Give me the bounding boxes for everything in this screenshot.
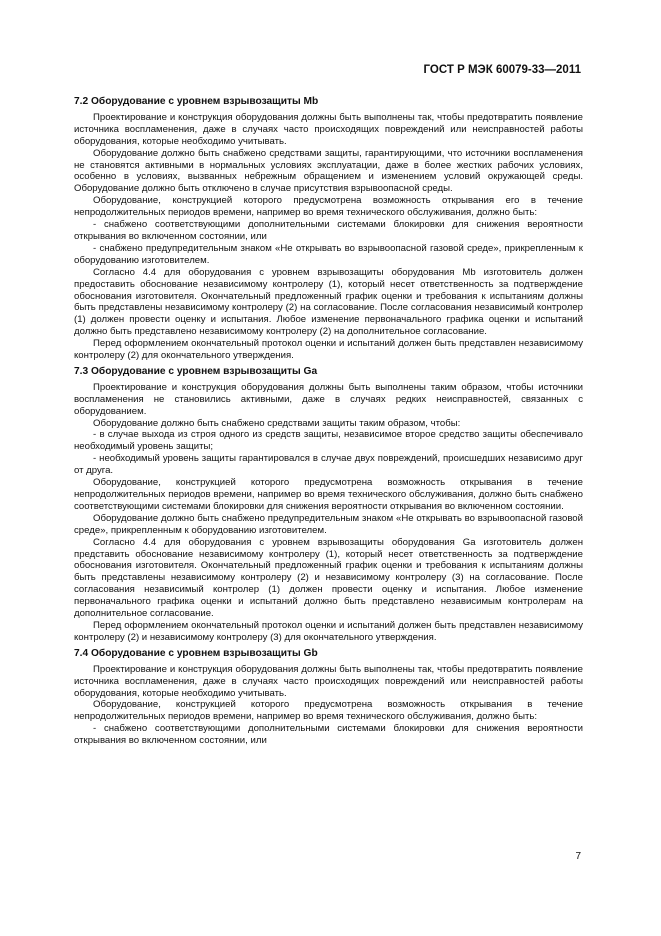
paragraph: Согласно 4.4 для оборудования с уровнем взрывозащиты оборудования Mb изготовитель должен предоставить обоснование независимому контролеру (1), который несет ответственность за подтверждение обоснования изготовителя. Окончательный предложенный график оценки и требования к испытаниям должны быть представлены независимому контролеру (2) на согласование. После согласования независимый контролер (1) должен провести оценку и испытания. Любое изменение первоначального графика оценки и испытаний должно быть представлено независимому контролеру (2) на дополнительное согласование. — [74, 266, 583, 338]
section-heading-7-4: 7.4 Оборудование с уровнем взрывозащиты Gb — [74, 647, 318, 659]
paragraph: Оборудование должно быть снабжено средствами защиты таким образом, чтобы: — [93, 417, 461, 429]
list-item: - необходимый уровень защиты гарантировался в случае двух повреждений, происшедших независимо друг от друга. — [74, 453, 583, 477]
list-item: - снабжено соответствующими дополнительными системами блокировки для снижения вероятности открывания во включенном состоянии, или — [74, 219, 583, 242]
paragraph: Проектирование и конструкция оборудования должны быть выполнены так, чтобы предотвратить появление источника воспламенения, даже в случаях часто происходящих повреждений или неисправностей работы оборудования, которые необходимо учитывать. — [74, 111, 583, 147]
list-item: - в случае выхода из строя одного из средств защиты, независимое второе средство защиты обеспечивало необходимый уровень защиты; — [74, 429, 583, 453]
paragraph: Согласно 4.4 для оборудования с уровнем взрывозащиты оборудования Ga изготовитель должен представить обоснование независимому контролеру (1), который несет ответственность за подтверждение обоснования изготовителя. Окончательный предложенный график оценки и требования к испытаниям должны быть представлены независимому контролеру (2) и независимому контролеру (3) на согласование. После согласования независимый контролер (1) должен провести оценку и испытания. Любое изменение первоначального графика оценки и испытаний должно быть представлено независимым контролерам на дополнительное согласование. — [74, 536, 583, 620]
paragraph: Проектирование и конструкция оборудования должны быть выполнены так, чтобы предотвратить появление источника воспламенения, даже в случаях часто происходящих повреждений или неисправностей работы оборудования, которые необходимо учитывать. — [74, 663, 583, 699]
paragraph: Оборудование должно быть снабжено средствами защиты, гарантирующими, что источники воспламенения не становятся активными в нормальных условиях эксплуатации, даже в более жестких рабочих условиях, особенно в условиях, вызванных небрежным обращением и изменением условий окружающей среды. Оборудование должно быть отключено в случае присутствия взрывоопасной среды. — [74, 147, 583, 195]
paragraph: Перед оформлением окончательный протокол оценки и испытаний должен быть представлен независимому контролеру (2) для окончательного утверждения. — [74, 338, 583, 362]
document-id-header: ГОСТ Р МЭК 60079-33—2011 — [423, 64, 581, 76]
section-heading-7-2: 7.2 Оборудование с уровнем взрывозащиты Mb — [74, 96, 319, 107]
paragraph: Проектирование и конструкция оборудования должны быть выполнены таким образом, чтобы источники воспламенения не становились активными, даже в случаях редких неисправностей, связанных с оборудованием. — [74, 381, 583, 417]
section-heading-7-3: 7.3 Оборудование с уровнем взрывозащиты Ga — [74, 365, 318, 377]
paragraph: Оборудование должно быть снабжено предупредительным знаком «Не открывать во взрывоопасной газовой среде», прикрепленным к оборудованию изготовителем. — [74, 512, 583, 536]
paragraph: Оборудование, конструкцией которого предусмотрена возможность открывания его в течение непродолжительных периодов времени, например во время технического обслуживания, должно быть: — [74, 195, 583, 219]
page-body — [74, 96, 583, 747]
paragraph: Перед оформлением окончательный протокол оценки и испытаний должен быть представлен независимому контролеру (2) и независимому контролеру (3) для окончательного утверждения. — [74, 619, 583, 643]
list-item: - снабжено предупредительным знаком «Не открывать во взрывоопасной газовой среде», прикрепленным к оборудованию изготовителем. — [74, 242, 583, 266]
paragraph: Оборудование, конструкцией которого предусмотрена возможность открывания в течение непродолжительных периодов времени, например во время технического обслуживания, должно быть снабжено соответствующими системами блокировки для снижения вероятности открывания во включенном состоянии. — [74, 477, 583, 512]
page-number: 7 — [575, 851, 581, 862]
paragraph: Оборудование, конструкцией которого предусмотрена возможность открывания в течение непродолжительных периодов времени, например во время технического обслуживания, должно быть: — [74, 699, 583, 723]
list-item: - снабжено соответствующими дополнительными системами блокировки для снижения вероятности открывания во включенном состоянии, или — [74, 723, 583, 747]
